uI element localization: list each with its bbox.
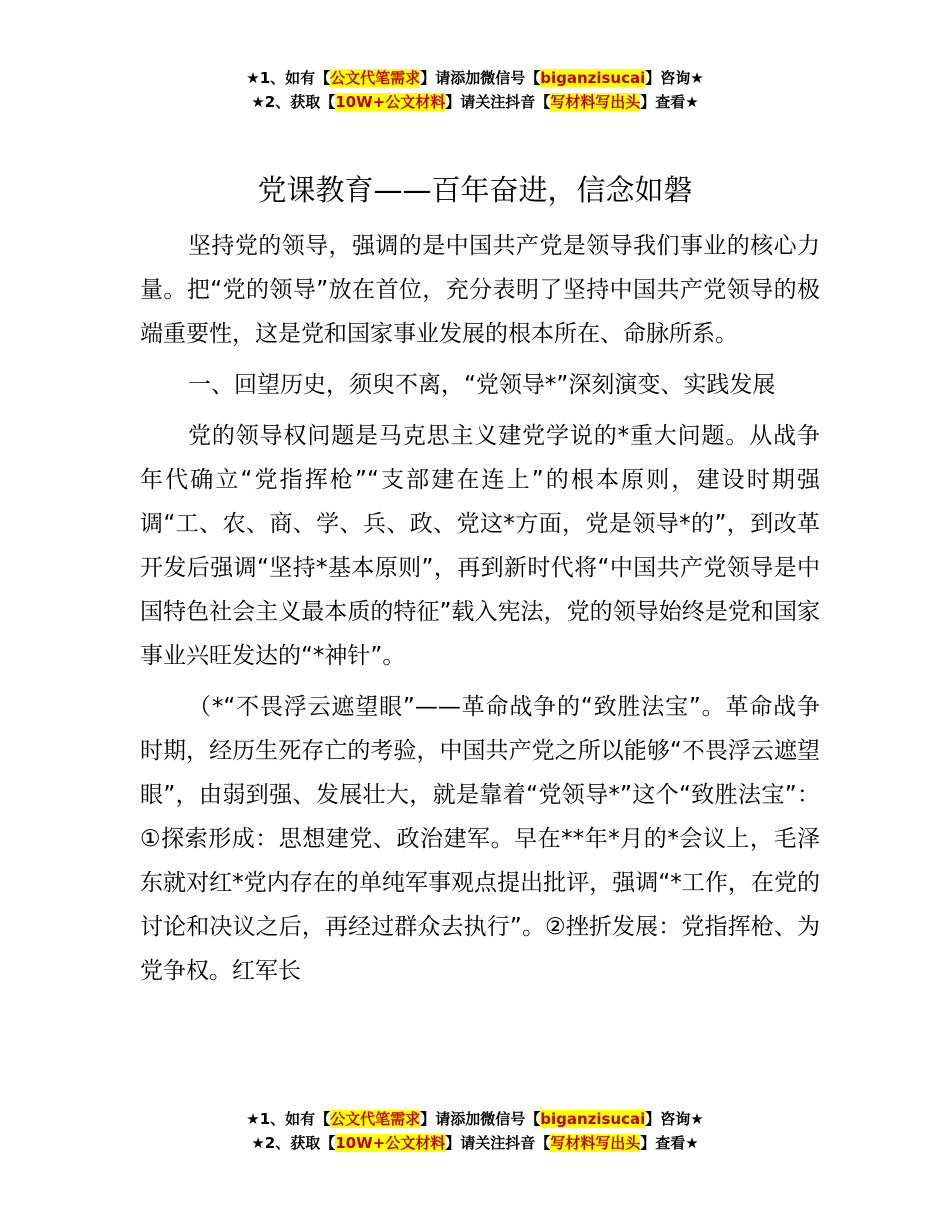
paragraph: 党的领导权问题是马克思主义建党学说的*重大问题。从战争年代确立“党指挥枪”“支部建在连上”的根本原则，建设时期强调“工、农、商、学、兵、政、党这*方面，党是领导*的”，到改革开发后强调“坚持*基本原则”，再到新时代将“中国共产党领导是中国特色社会主义最本质的特征”载入宪法，党的领导始终是党和国家事业兴旺发达的“*神针”。 xyxy=(140,423,820,669)
document-title: 党课教育——百年奋进，信念如磐 xyxy=(257,173,693,207)
section-heading: 一、回望历史，须臾不离，“党领导*”深刻演变、实践发展 xyxy=(188,372,776,398)
paragraph: 坚持党的领导，强调的是中国共产党是领导我们事业的核心力量。把“党的领导”放在首位，充分表明了坚持中国共产党领导的极端重要性，这是党和国家事业发展的根本所在、命脉所系。 xyxy=(140,233,820,347)
banner-text: 】咨询★ xyxy=(645,1110,704,1128)
paragraph: （*“不畏浮云遮望眼”——革命战争的“致胜法宝”。革命战争时期，经历生死存亡的考验，中国共产党之所以能够“不畏浮云遮望眼”，由弱到强、发展壮大，就是靠着“党领导*”这个“致胜法宝”：①探索形成：思想建党、政治建军。早在**年*月的*会议上，毛泽东就对红*党内存在的单纯军事观点提出批评，强调“*工作，在党的讨论和决议之后，再经过群众去执行”。②挫折发展：党指挥枪、为党争权。红军长 xyxy=(140,694,820,984)
banner-highlight: 10W+公文材料 xyxy=(335,93,446,111)
banner-text: ★1、如有【 xyxy=(246,69,331,87)
banner-text: 】请关注抖音【 xyxy=(445,93,551,111)
banner-text: ★2、获取【 xyxy=(251,93,336,111)
banner-highlight: 公文代笔需求 xyxy=(330,1110,421,1128)
banner-text: ★2、获取【 xyxy=(251,1134,336,1152)
banner-text: 】请添加微信号【 xyxy=(420,1110,541,1128)
banner-highlight: biganzisucai xyxy=(540,1110,646,1128)
banner-highlight: 写材料写出头 xyxy=(550,1134,641,1152)
top-banner xyxy=(0,66,950,114)
banner-line-1 xyxy=(0,1107,950,1131)
banner-line-2 xyxy=(0,1131,950,1155)
banner-highlight: 10W+公文材料 xyxy=(335,1134,446,1152)
banner-text: 】查看★ xyxy=(640,1134,699,1152)
banner-text: 】咨询★ xyxy=(645,69,704,87)
document-body xyxy=(140,224,820,1000)
banner-text: 】请关注抖音【 xyxy=(445,1134,551,1152)
banner-line-2 xyxy=(0,90,950,114)
banner-text: 】查看★ xyxy=(640,93,699,111)
bottom-banner xyxy=(0,1107,950,1155)
banner-highlight: 公文代笔需求 xyxy=(330,69,421,87)
banner-text: 】请添加微信号【 xyxy=(420,69,541,87)
banner-highlight: 写材料写出头 xyxy=(550,93,641,111)
banner-text: ★1、如有【 xyxy=(246,1110,331,1128)
banner-line-1 xyxy=(0,66,950,90)
banner-highlight: biganzisucai xyxy=(540,69,646,87)
